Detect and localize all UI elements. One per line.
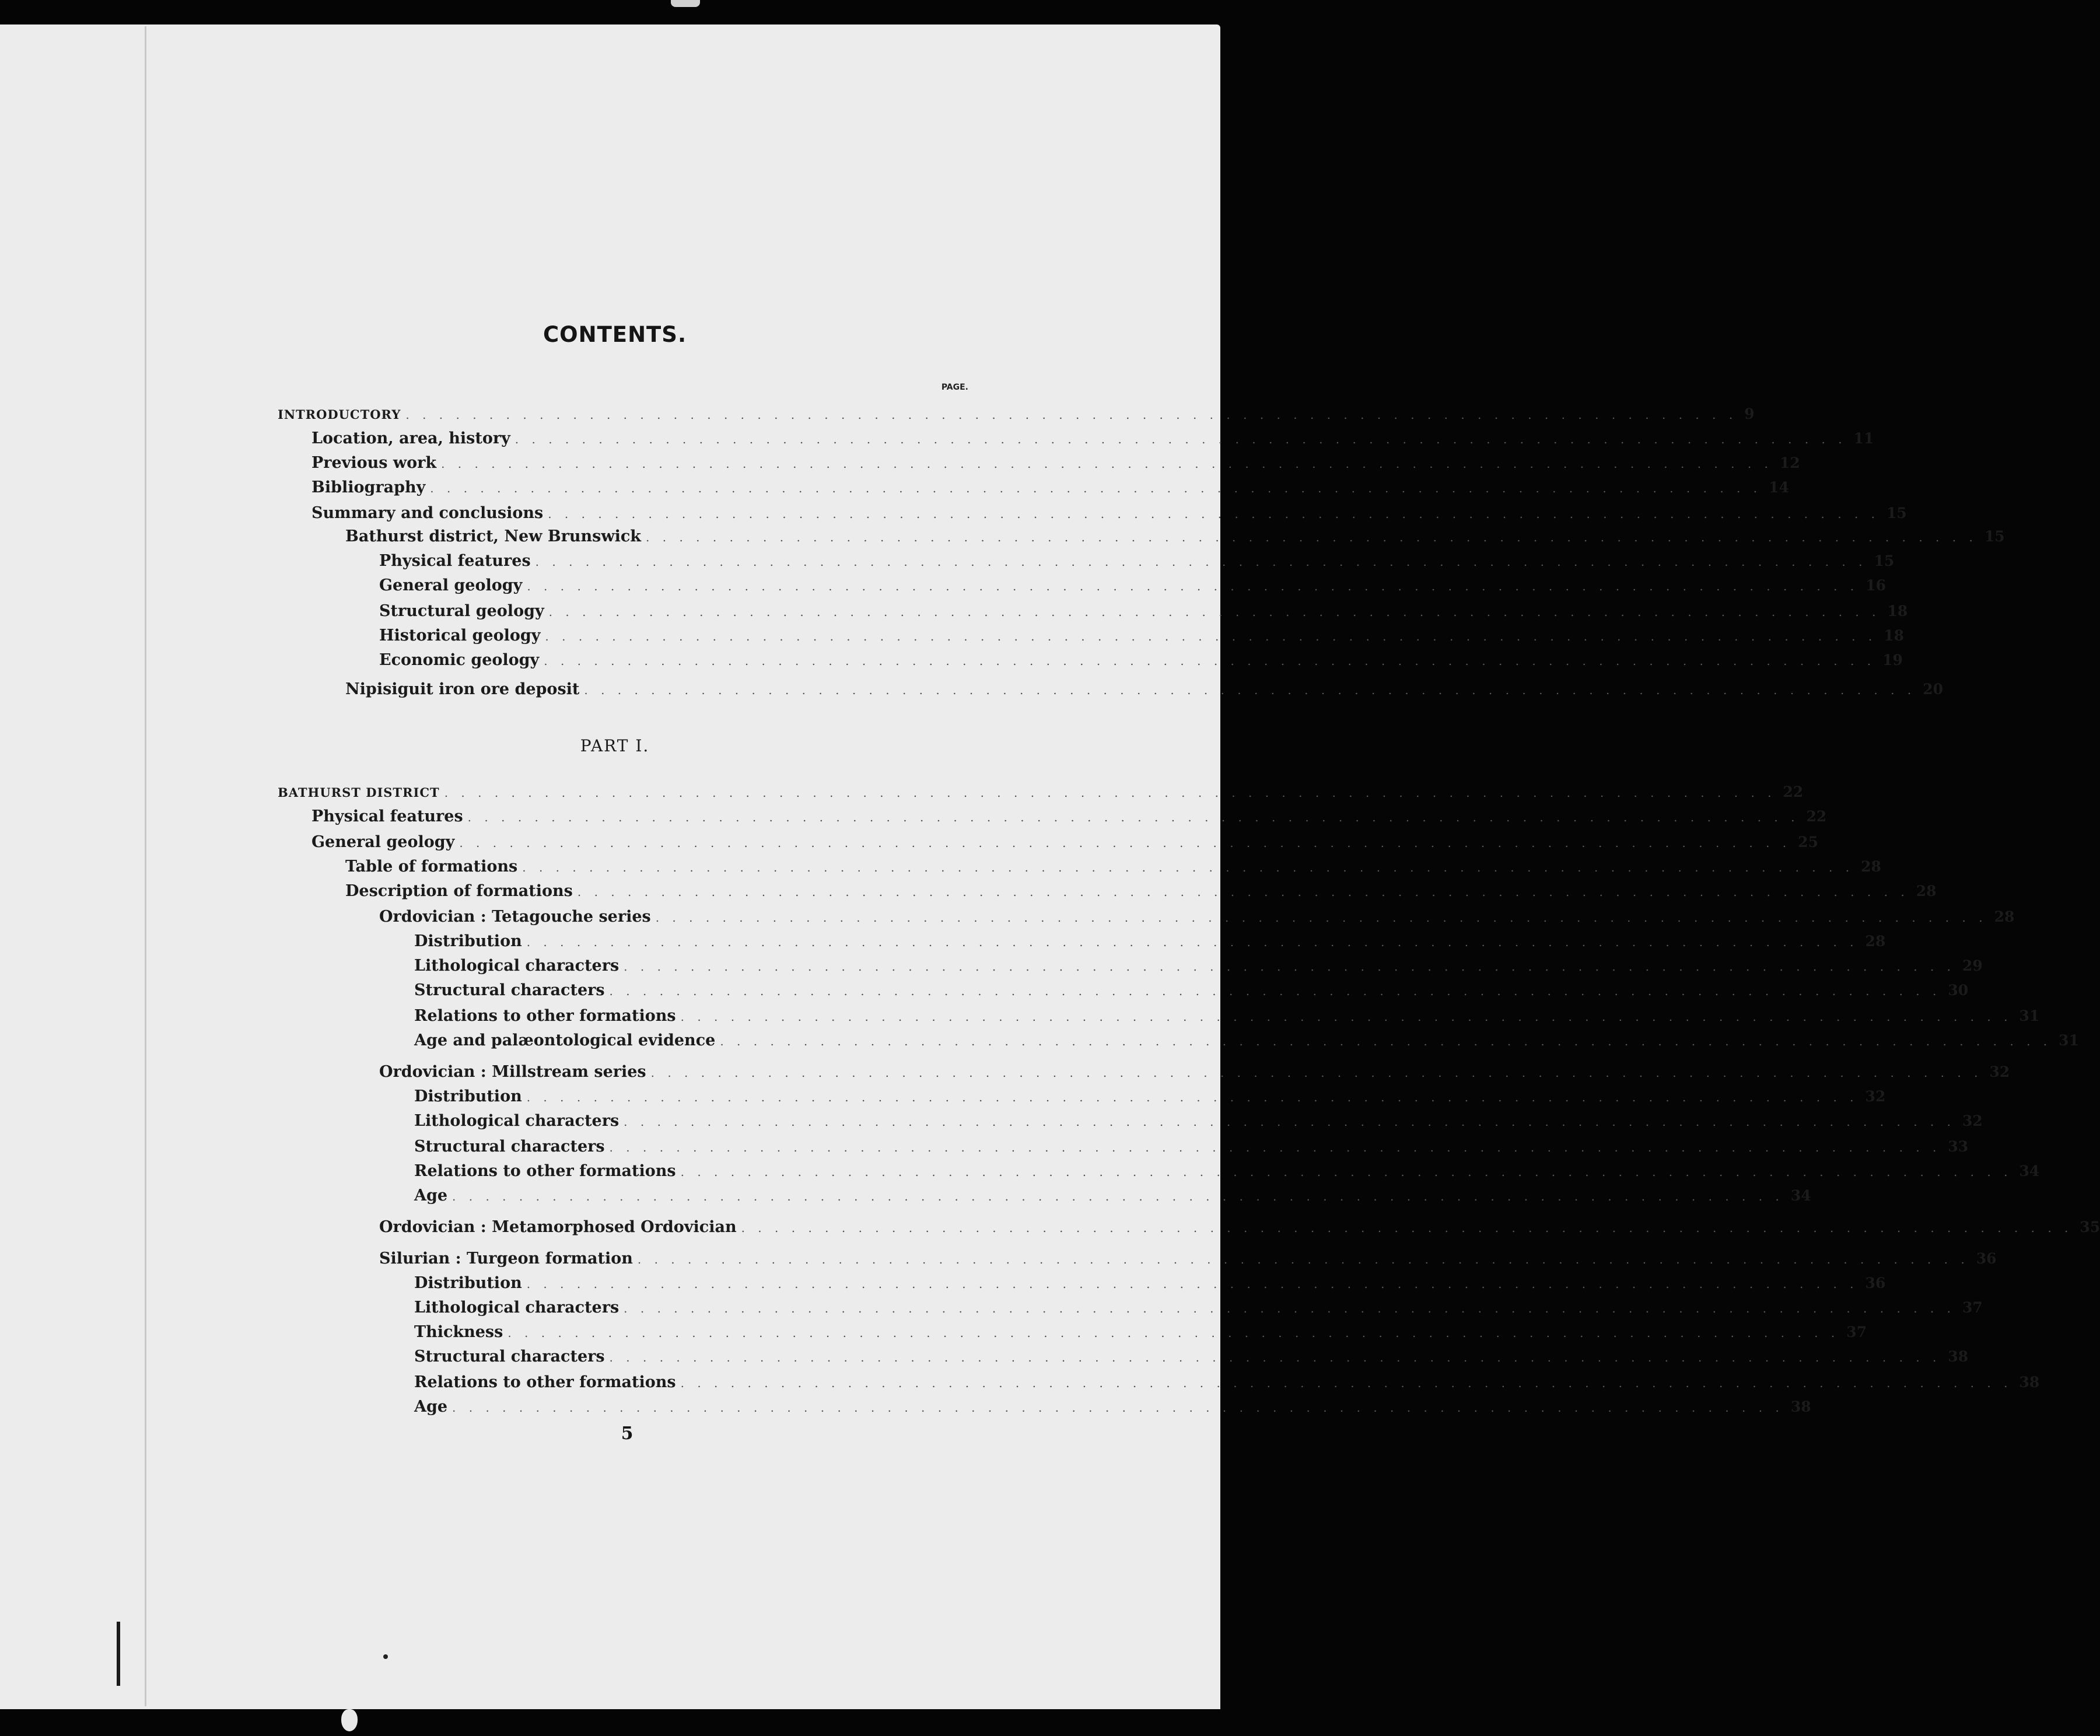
toc-entry-page: 37: [1962, 1299, 1983, 1316]
dot-leader: . . . . . . . . . . . . . . . . . . . . . . . . . . . . . . . . . . . . . . . . . . . . . . . . . . . . . . . . . . . . . . . . . . . . . . . . . . . . . . . .: [548, 507, 1880, 521]
toc-entry-page: 28: [1865, 933, 1886, 950]
toc-entry-page: 19: [1882, 652, 1903, 668]
toc-entry-page: 18: [1884, 627, 1905, 644]
dot-leader: . . . . . . . . . . . . . . . . . . . . . . . . . . . . . . . . . . . . . . . . . . . . . . . . . . . . . . . . . . . . . . . . . . . . . . . . . . . . . . . .: [522, 860, 1854, 874]
toc-entry: [414, 1160, 2040, 1183]
dot-leader: . . . . . . . . . . . . . . . . . . . . . . . . . . . . . . . . . . . . . . . . . . . . . . . . . . . . . . . . . . . . . . . . . . . . . . . . . . . . . . . .: [624, 1301, 1955, 1315]
toc-entry-label: Lithological characters: [414, 957, 620, 975]
toc-entry-label: Age: [414, 1398, 448, 1416]
dot-leader: . . . . . . . . . . . . . . . . . . . . . . . . . . . . . . . . . . . . . . . . . . . . . . . . . . . . . . . . . . . . . . . . . . . . . . . . . . . . . . . .: [680, 1010, 2013, 1024]
dot-leader: . . . . . . . . . . . . . . . . . . . . . . . . . . . . . . . . . . . . . . . . . . . . . . . . . . . . . . . . . . . . . . . . . . . . . . . . . . . . . . . .: [526, 1090, 1859, 1104]
dot-leader: . . . . . . . . . . . . . . . . . . . . . . . . . . . . . . . . . . . . . . . . . . . . . . . . . . . . . . . . . . . . . . . . . . . . . . . . . . . . . . . .: [544, 654, 1876, 668]
toc-entry: [414, 1321, 1867, 1344]
toc-entry-page: 14: [1769, 479, 1789, 496]
toc-entry: [345, 855, 1881, 878]
dot-leader: . . . . . . . . . . . . . . . . . . . . . . . . . . . . . . . . . . . . . . . . . . . . . . . . . . . . . . . . . . . . . . . . . . . . . . . . . . . . . . . .: [624, 1115, 1955, 1129]
toc-entry-label: Distribution: [414, 932, 522, 950]
toc-entry: [414, 930, 1886, 953]
toc-entry-page: 15: [1887, 505, 1907, 522]
toc-entry: [414, 954, 1983, 978]
toc-entry-label: Historical geology: [379, 626, 541, 645]
dot-leader: . . . . . . . . . . . . . . . . . . . . . . . . . . . . . . . . . . . . . . . . . . . . . . . . . . . . . . . . . . . . . . . . . . . . . . . . . . . . . . . .: [655, 911, 1987, 925]
toc-entry-page: 16: [1866, 577, 1886, 594]
toc-entry: [312, 427, 1874, 450]
dot-leader: . . . . . . . . . . . . . . . . . . . . . . . . . . . . . . . . . . . . . . . . . . . . . . . . . . . . . . . . . . . . . . . . . . . . . . . . . . . . . . . .: [459, 836, 1791, 850]
toc-entry: [414, 1395, 1811, 1419]
dot-leader: . . . . . . . . . . . . . . . . . . . . . . . . . . . . . . . . . . . . . . . . . . . . . . . . . . . . . . . . . . . . . . . . . . . . . . . . . . . . . . . .: [609, 1140, 1941, 1154]
toc-entry: [379, 1060, 2010, 1084]
dot-leader: . . . . . . . . . . . . . . . . . . . . . . . . . . . . . . . . . . . . . . . . . . . . . . . . . . . . . . . . . . . . . . . . . . . . . . . . . . . . . . . .: [452, 1401, 1784, 1415]
toc-entry-label: Age: [414, 1186, 448, 1205]
toc-entry-label: Age and palæontological evidence: [414, 1031, 716, 1049]
toc-entry-label: Distribution: [414, 1087, 522, 1105]
dot-leader: . . . . . . . . . . . . . . . . . . . . . . . . . . . . . . . . . . . . . . . . . . . . . . . . . . . . . . . . . . . . . . . . . . . . . . . . . . . . . . . .: [548, 605, 1881, 619]
toc-entry-page: 36: [1976, 1250, 1997, 1267]
toc-entry-page: 18: [1887, 603, 1908, 620]
toc-entry-label: Bathurst district, New Brunswick: [345, 527, 642, 545]
dot-leader: . . . . . . . . . . . . . . . . . . . . . . . . . . . . . . . . . . . . . . . . . . . . . . . . . . . . . . . . . . . . . . . . . . . . . . . . . . . . . . . .: [444, 786, 1776, 800]
toc-entry: [312, 831, 1818, 854]
toc-entry-page: 33: [1948, 1138, 1969, 1155]
toc-entry-page: 31: [2019, 1007, 2040, 1024]
toc-entry-label: Silurian : Turgeon formation: [379, 1250, 633, 1268]
dot-leader: . . . . . . . . . . . . . . . . . . . . . . . . . . . . . . . . . . . . . . . . . . . . . . . . . . . . . . . . . . . . . . . . . . . . . . . . . . . . . . . .: [545, 629, 1877, 643]
dot-leader: . . . . . . . . . . . . . . . . . . . . . . . . . . . . . . . . . . . . . . . . . . . . . . . . . . . . . . . . . . . . . . . . . . . . . . . . . . . . . . . .: [646, 530, 1978, 544]
toc-entry-page: 25: [1798, 834, 1818, 850]
toc-entry-label: Summary and conclusions: [312, 504, 544, 522]
dot-leader: . . . . . . . . . . . . . . . . . . . . . . . . . . . . . . . . . . . . . . . . . . . . . . . . . . . . . . . . . . . . . . . . . . . . . . . . . . . . . . . .: [650, 1066, 1983, 1080]
dot-leader: . . . . . . . . . . . . . . . . . . . . . . . . . . . . . . . . . . . . . . . . . . . . . . . . . . . . . . . . . . . . . . . . . . . . . . . . . . . . . . . .: [680, 1165, 2013, 1179]
toc-entry-label: Bibliography: [312, 478, 426, 496]
toc-entry-label: Structural characters: [414, 981, 605, 999]
dot-leader: . . . . . . . . . . . . . . . . . . . . . . . . . . . . . . . . . . . . . . . . . . . . . . . . . . . . . . . . . . . . . . . . . . . . . . . . . . . . . . . .: [430, 481, 1762, 495]
toc-entry-page: 38: [2019, 1374, 2040, 1391]
toc-entry-page: 32: [1989, 1063, 2010, 1080]
toc-entry-page: 22: [1783, 783, 1804, 800]
dot-leader: . . . . . . . . . . . . . . . . . . . . . . . . . . . . . . . . . . . . . . . . . . . . . . . . . . . . . . . . . . . . . . . . . . . . . . . . . . . . . . . .: [535, 555, 1867, 569]
dot-leader: . . . . . . . . . . . . . . . . . . . . . . . . . . . . . . . . . . . . . . . . . . . . . . . . . . . . . . . . . . . . . . . . . . . . . . . . . . . . . . . .: [609, 1350, 1941, 1364]
dot-leader: . . . . . . . . . . . . . . . . . . . . . . . . . . . . . . . . . . . . . . . . . . . . . . . . . . . . . . . . . . . . . . . . . . . . . . . . . . . . . . . .: [741, 1221, 2073, 1235]
toc-entry: [379, 649, 1903, 672]
dot-leader: . . . . . . . . . . . . . . . . . . . . . . . . . . . . . . . . . . . . . . . . . . . . . . . . . . . . . . . . . . . . . . . . . . . . . . . . . . . . . . . .: [720, 1034, 2052, 1048]
dot-leader: . . . . . . . . . . . . . . . . . . . . . . . . . . . . . . . . . . . . . . . . . . . . . . . . . . . . . . . . . . . . . . . . . . . . . . . . . . . . . . . .: [526, 935, 1859, 949]
toc-entry-page: 38: [1790, 1398, 1811, 1415]
dot-leader: . . . . . . . . . . . . . . . . . . . . . . . . . . . . . . . . . . . . . . . . . . . . . . . . . . . . . . . . . . . . . . . . . . . . . . . . . . . . . . . .: [441, 457, 1773, 471]
toc-entry: [379, 905, 2015, 929]
toc-entry: [312, 805, 1827, 828]
toc-entry-label: Lithological characters: [414, 1112, 620, 1130]
toc-entry: [345, 880, 1937, 903]
toc-entry: [379, 1247, 1997, 1270]
toc-entry: [414, 1005, 2040, 1028]
toc-entry: [379, 600, 1908, 623]
toc-entry: [414, 1029, 2079, 1052]
toc-entry-label: INTRODUCTORY: [278, 407, 401, 422]
toc-entry-label: Lithological characters: [414, 1298, 620, 1317]
toc-entry-label: Physical features: [379, 552, 531, 570]
toc-entry-page: 36: [1865, 1275, 1886, 1292]
toc-entry-page: 30: [1948, 982, 1969, 999]
toc-entry-label: Structural characters: [414, 1138, 605, 1156]
page-column-header: PAGE.: [941, 383, 968, 392]
toc-entry-label: Location, area, history: [312, 429, 510, 447]
toc-entry-page: 35: [2080, 1219, 2100, 1236]
toc-entry: [379, 550, 1895, 573]
toc-entry: [414, 1110, 1983, 1133]
dot-leader: . . . . . . . . . . . . . . . . . . . . . . . . . . . . . . . . . . . . . . . . . . . . . . . . . . . . . . . . . . . . . . . . . . . . . . . . . . . . . . . .: [609, 984, 1941, 998]
dot-leader: . . . . . . . . . . . . . . . . . . . . . . . . . . . . . . . . . . . . . . . . . . . . . . . . . . . . . . . . . . . . . . . . . . . . . . . . . . . . . . . .: [508, 1326, 1840, 1340]
toc-entry-page: 15: [1984, 528, 2005, 545]
toc-entry-label: Distribution: [414, 1274, 522, 1292]
toc-entry-label: Ordovician : Millstream series: [379, 1063, 646, 1081]
dot-leader: . . . . . . . . . . . . . . . . . . . . . . . . . . . . . . . . . . . . . . . . . . . . . . . . . . . . . . . . . . . . . . . . . . . . . . . . . . . . . . . .: [637, 1252, 1969, 1266]
toc-entry-label: Economic geology: [379, 651, 540, 669]
toc-entry-page: 15: [1874, 552, 1895, 569]
toc-entry-page: 22: [1806, 808, 1827, 825]
toc-entry-label: Relations to other formations: [414, 1373, 676, 1391]
toc-entry-page: 31: [2059, 1032, 2079, 1049]
toc-entry: [414, 1371, 2040, 1394]
toc-entry: [379, 1216, 2100, 1239]
toc-entry: [345, 678, 1944, 701]
toc-entry: [312, 502, 1907, 525]
page-title: CONTENTS.: [543, 322, 687, 347]
toc-entry-page: 28: [1994, 908, 2015, 925]
toc-entry: [312, 476, 1789, 499]
toc-entry-page: 29: [1962, 957, 1983, 974]
toc-entry-label: Relations to other formations: [414, 1007, 676, 1025]
toc-entry: [312, 452, 1800, 475]
toc-entry: [414, 1184, 1811, 1208]
toc-entry-label: Structural characters: [414, 1348, 605, 1366]
dot-leader: . . . . . . . . . . . . . . . . . . . . . . . . . . . . . . . . . . . . . . . . . . . . . . . . . . . . . . . . . . . . . . . . . . . . . . . . . . . . . . . .: [527, 579, 1859, 593]
toc-entry: [379, 574, 1886, 597]
toc-entry-page: 38: [1948, 1348, 1969, 1365]
dot-leader: . . . . . . . . . . . . . . . . . . . . . . . . . . . . . . . . . . . . . . . . . . . . . . . . . . . . . . . . . . . . . . . . . . . . . . . . . . . . . . . .: [467, 810, 1800, 824]
toc-entry-page: 28: [1916, 883, 1937, 900]
dot-leader: . . . . . . . . . . . . . . . . . . . . . . . . . . . . . . . . . . . . . . . . . . . . . . . . . . . . . . . . . . . . . . . . . . . . . . . . . . . . . . . .: [624, 960, 1955, 974]
toc-entry-label: Nipisiguit iron ore deposit: [345, 680, 580, 698]
toc-entry-page: 32: [1962, 1112, 1983, 1129]
dot-leader: . . . . . . . . . . . . . . . . . . . . . . . . . . . . . . . . . . . . . . . . . . . . . . . . . . . . . . . . . . . . . . . . . . . . . . . . . . . . . . . .: [584, 683, 1916, 697]
toc-entry-label: General geology: [379, 576, 523, 594]
toc-entry: [414, 979, 1969, 1002]
page-number: 5: [621, 1423, 634, 1444]
toc-entry-page: 32: [1865, 1088, 1886, 1105]
toc-entry: [278, 780, 1804, 804]
toc-entry-label: Thickness: [414, 1323, 503, 1341]
toc-entry: [414, 1296, 1983, 1320]
toc-entry-page: 12: [1779, 454, 1800, 471]
dot-leader: . . . . . . . . . . . . . . . . . . . . . . . . . . . . . . . . . . . . . . . . . . . . . . . . . . . . . . . . . . . . . . . . . . . . . . . . . . . . . . . .: [452, 1189, 1784, 1203]
toc-entry-label: Table of formations: [345, 858, 518, 876]
toc-entry-page: 37: [1846, 1324, 1867, 1340]
toc-entry: [278, 402, 1755, 426]
toc-entry: [414, 1345, 1969, 1368]
toc-entry: [414, 1085, 1886, 1108]
toc-entry: [414, 1272, 1886, 1295]
toc-entry-label: Relations to other formations: [414, 1162, 676, 1180]
dot-leader: . . . . . . . . . . . . . . . . . . . . . . . . . . . . . . . . . . . . . . . . . . . . . . . . . . . . . . . . . . . . . . . . . . . . . . . . . . . . . . . .: [405, 408, 1738, 422]
toc-entry: [379, 624, 1905, 648]
toc-entry-label: Physical features: [312, 807, 463, 825]
dot-leader: . . . . . . . . . . . . . . . . . . . . . . . . . . . . . . . . . . . . . . . . . . . . . . . . . . . . . . . . . . . . . . . . . . . . . . . . . . . . . . . .: [514, 432, 1847, 446]
toc-entry-page: 28: [1861, 858, 1881, 875]
toc-entry-page: 20: [1923, 681, 1944, 698]
toc-entry-page: 11: [1853, 430, 1874, 447]
toc-entry: [414, 1135, 1969, 1158]
dot-leader: . . . . . . . . . . . . . . . . . . . . . . . . . . . . . . . . . . . . . . . . . . . . . . . . . . . . . . . . . . . . . . . . . . . . . . . . . . . . . . . .: [577, 885, 1909, 899]
toc-entry-label: Ordovician : Metamorphosed Ordovician: [379, 1218, 737, 1236]
toc-entry-label: Structural geology: [379, 602, 544, 620]
toc-entry-label: Description of formations: [345, 882, 573, 900]
dot-leader: . . . . . . . . . . . . . . . . . . . . . . . . . . . . . . . . . . . . . . . . . . . . . . . . . . . . . . . . . . . . . . . . . . . . . . . . . . . . . . . .: [680, 1376, 2013, 1390]
toc-entry-label: Previous work: [312, 454, 437, 472]
toc-entry-page: 34: [2019, 1163, 2040, 1180]
toc-entry: [345, 525, 2005, 548]
part-heading: PART I.: [580, 736, 650, 755]
dot-leader: . . . . . . . . . . . . . . . . . . . . . . . . . . . . . . . . . . . . . . . . . . . . . . . . . . . . . . . . . . . . . . . . . . . . . . . . . . . . . . . .: [526, 1277, 1859, 1291]
toc-entry-label: BATHURST DISTRICT: [278, 785, 440, 800]
toc-entry-page: 9: [1744, 405, 1755, 422]
toc-entry-label: Ordovician : Tetagouche series: [379, 908, 651, 926]
toc-entry-page: 34: [1790, 1187, 1811, 1204]
toc-entry-label: General geology: [312, 833, 455, 851]
